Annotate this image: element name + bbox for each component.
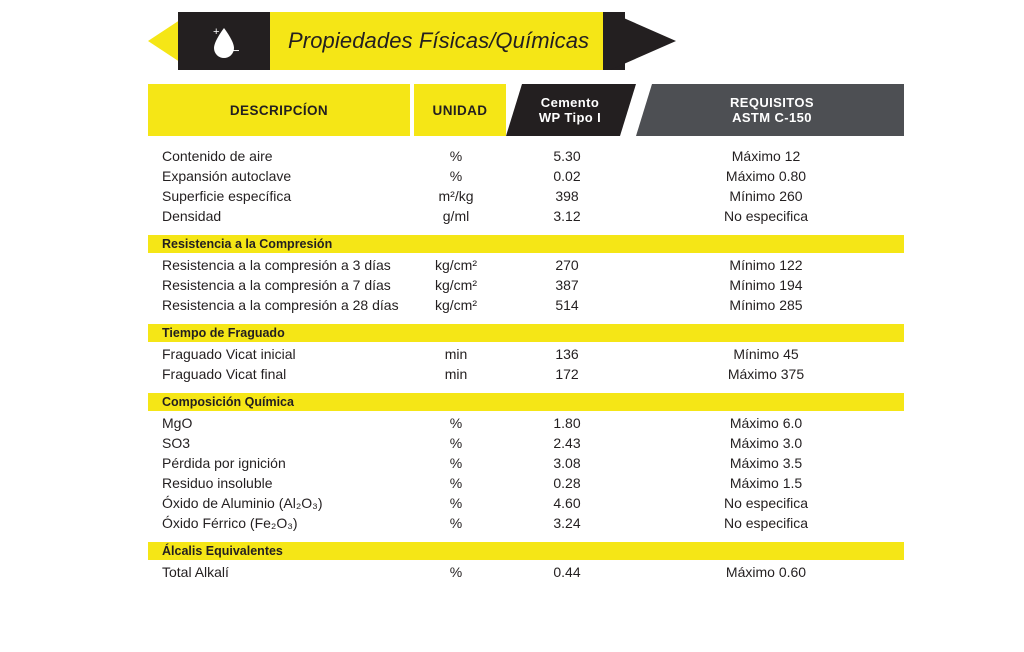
cell-unidad: % — [449, 435, 463, 451]
page-banner — [148, 12, 678, 70]
header-label-cemento — [510, 95, 630, 125]
properties-table — [148, 140, 904, 582]
section-header — [148, 235, 904, 253]
table-row — [148, 295, 904, 315]
section-header-label: Resistencia a la Compresión — [162, 237, 333, 251]
cell-unidad: g/ml — [442, 208, 470, 224]
table-row — [148, 562, 904, 582]
cell-unidad: % — [449, 475, 463, 491]
header-label-requisitos-line1: REQUISITOS — [730, 95, 814, 110]
table-row — [148, 473, 904, 493]
cell-cemento-valor: 0.44 — [553, 564, 581, 580]
table-row — [148, 275, 904, 295]
cell-requisito: Máximo 0.80 — [725, 168, 807, 184]
page-title: Propiedades Físicas/Químicas — [288, 28, 590, 53]
table-row — [148, 453, 904, 473]
cell-cemento-valor: 387 — [555, 277, 579, 293]
table-group — [148, 413, 904, 533]
cell-cemento-valor: 5.30 — [553, 148, 581, 164]
svg-text:−: − — [232, 43, 240, 58]
cell-descripcion: Contenido de aire — [162, 148, 273, 164]
cell-requisito: Mínimo 122 — [729, 257, 803, 273]
header-label-cemento-line1: Cemento — [540, 95, 600, 110]
cell-descripcion: Óxido Férrico (Fe₂O₃) — [162, 515, 298, 531]
table-row — [148, 413, 904, 433]
section-header-label: Tiempo de Fraguado — [162, 326, 285, 340]
table-group — [148, 562, 904, 582]
cell-descripcion: MgO — [162, 415, 193, 431]
cell-requisito: Mínimo 194 — [729, 277, 803, 293]
header-label-requisitos-line2: ASTM C-150 — [732, 110, 812, 125]
cell-descripcion: Expansión autoclave — [162, 168, 292, 184]
cell-unidad: kg/cm² — [435, 297, 477, 313]
section-header — [148, 393, 904, 411]
cell-requisito: Máximo 1.5 — [729, 475, 803, 491]
table-row — [148, 186, 904, 206]
table-header — [148, 84, 904, 136]
cell-unidad: % — [449, 495, 463, 511]
table-row — [148, 146, 904, 166]
section-header-label: Composición Química — [162, 395, 294, 409]
cell-cemento-valor: 3.08 — [553, 455, 581, 471]
cell-requisito: Mínimo 260 — [729, 188, 803, 204]
cell-unidad: % — [449, 148, 463, 164]
table-group — [148, 146, 904, 226]
cell-descripcion: Total Alkalí — [162, 564, 229, 580]
cell-cemento-valor: 0.02 — [553, 168, 581, 184]
cell-cemento-valor: 514 — [555, 297, 579, 313]
table-row — [148, 513, 904, 533]
section-header — [148, 324, 904, 342]
cell-requisito: Máximo 12 — [731, 148, 801, 164]
cell-descripcion: Fraguado Vicat inicial — [162, 346, 296, 362]
cell-descripcion: Resistencia a la compresión a 28 días — [162, 297, 399, 313]
cell-descripcion: Resistencia a la compresión a 7 días — [162, 277, 391, 293]
cell-requisito: Máximo 3.5 — [729, 455, 803, 471]
table-row — [148, 255, 904, 275]
cell-descripcion: Fraguado Vicat final — [162, 366, 287, 382]
cell-descripcion: Residuo insoluble — [162, 475, 273, 491]
cell-cemento-valor: 270 — [555, 257, 579, 273]
cell-unidad: kg/cm² — [435, 257, 477, 273]
cell-cemento-valor: 2.43 — [553, 435, 581, 451]
cell-cemento-valor: 3.12 — [553, 208, 581, 224]
cell-unidad: m²/kg — [438, 188, 474, 204]
cell-cemento-valor: 0.28 — [553, 475, 581, 491]
header-label-cemento-line2: WP Tipo I — [538, 110, 602, 125]
cell-requisito: Máximo 6.0 — [729, 415, 803, 431]
cell-descripcion: Resistencia a la compresión a 3 días — [162, 257, 391, 273]
cell-requisito: Máximo 375 — [727, 366, 805, 382]
table-group — [148, 344, 904, 384]
cell-descripcion: Superficie específica — [162, 188, 292, 204]
cell-requisito: Máximo 0.60 — [725, 564, 807, 580]
table-row — [148, 344, 904, 364]
cell-unidad: kg/cm² — [435, 277, 477, 293]
cell-requisito: No especifica — [723, 515, 809, 531]
table-row — [148, 206, 904, 226]
cell-unidad: min — [444, 346, 468, 362]
svg-text:+: + — [213, 26, 220, 38]
cell-descripcion: Óxido de Aluminio (Al₂O₃) — [162, 495, 323, 511]
cell-descripcion: SO3 — [162, 435, 191, 451]
header-label-descripcion: DESCRIPCÍON — [229, 103, 329, 118]
cell-unidad: % — [449, 455, 463, 471]
header-label-requisitos — [644, 95, 900, 125]
water-drop-icon — [204, 22, 244, 62]
cell-requisito: Mínimo 285 — [729, 297, 803, 313]
cell-requisito: Máximo 3.0 — [729, 435, 803, 451]
cell-requisito: No especifica — [723, 208, 809, 224]
cell-unidad: % — [449, 515, 463, 531]
header-label-unidad: UNIDAD — [432, 103, 488, 118]
table-row — [148, 364, 904, 384]
cell-unidad: min — [444, 366, 468, 382]
section-header-label: Álcalis Equivalentes — [162, 544, 283, 558]
cell-requisito: No especifica — [723, 495, 809, 511]
table-row — [148, 493, 904, 513]
cell-cemento-valor: 136 — [555, 346, 579, 362]
cell-descripcion: Pérdida por ignición — [162, 455, 286, 471]
table-group — [148, 255, 904, 315]
cell-cemento-valor: 172 — [555, 366, 579, 382]
cell-unidad: % — [449, 168, 463, 184]
cell-unidad: % — [449, 564, 463, 580]
section-header — [148, 542, 904, 560]
cell-cemento-valor: 1.80 — [553, 415, 581, 431]
cell-cemento-valor: 3.24 — [553, 515, 581, 531]
cell-cemento-valor: 4.60 — [553, 495, 581, 511]
banner-right-arrow-shape — [610, 12, 676, 70]
cell-cemento-valor: 398 — [555, 188, 579, 204]
table-row — [148, 166, 904, 186]
cell-descripcion: Densidad — [162, 208, 222, 224]
table-row — [148, 433, 904, 453]
cell-requisito: Mínimo 45 — [733, 346, 799, 362]
cell-unidad: % — [449, 415, 463, 431]
